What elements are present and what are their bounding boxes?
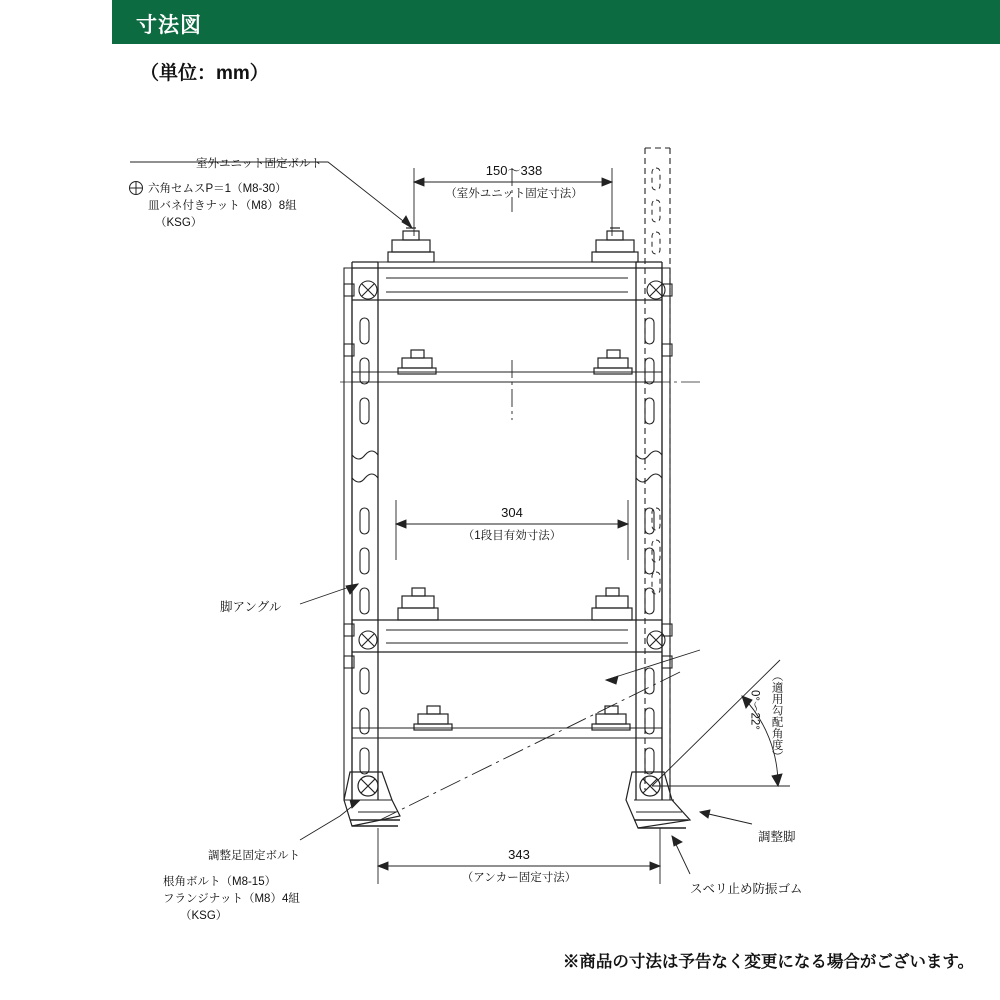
label-adjust-foot: 調整脚 [758,830,796,844]
dimension-middle-value: 304 [501,505,523,520]
label-ksg-top: （KSG） [155,217,203,229]
dimension-middle-note: （1段目有効寸法） [462,530,562,542]
unit-note: （単位：mm） [140,63,269,84]
label-leg-angle: 脚アングル [220,600,282,614]
label-adjust-foot-bolt: 調整足固定ボルト [208,850,300,862]
dimension-bottom-note: （アンカー固定寸法） [461,872,577,884]
label-spring-washer-nut: 皿バネ付きナット（M8）8組 [148,200,297,212]
dimension-top-value: 150～338 [485,163,543,178]
label-ksg-bottom: （KSG） [180,910,228,922]
label-angle-range: 0°～22° [748,690,761,730]
label-flange-nut: フランジナット（M8）4組 [163,893,300,905]
footer-note: ※商品の寸法は予告なく変更になる場合がございます。 [562,953,974,971]
dimension-bottom-value: 343 [508,847,530,862]
label-applicable-angle: （適用勾配角度） [770,670,783,762]
label-outdoor-unit-bolt: 室外ユニット固定ボルト [196,158,323,170]
label-square-bolt: 根角ボルト（M8-15） [163,876,277,888]
dimension-top-note: （室外ユニット固定寸法） [445,188,583,200]
label-hex-sems: 六角セムスP＝1（M8-30） [148,183,287,195]
label-anti-slip-rubber: スベリ止め防振ゴム [690,882,803,896]
page-title: 寸法図 [136,14,202,37]
